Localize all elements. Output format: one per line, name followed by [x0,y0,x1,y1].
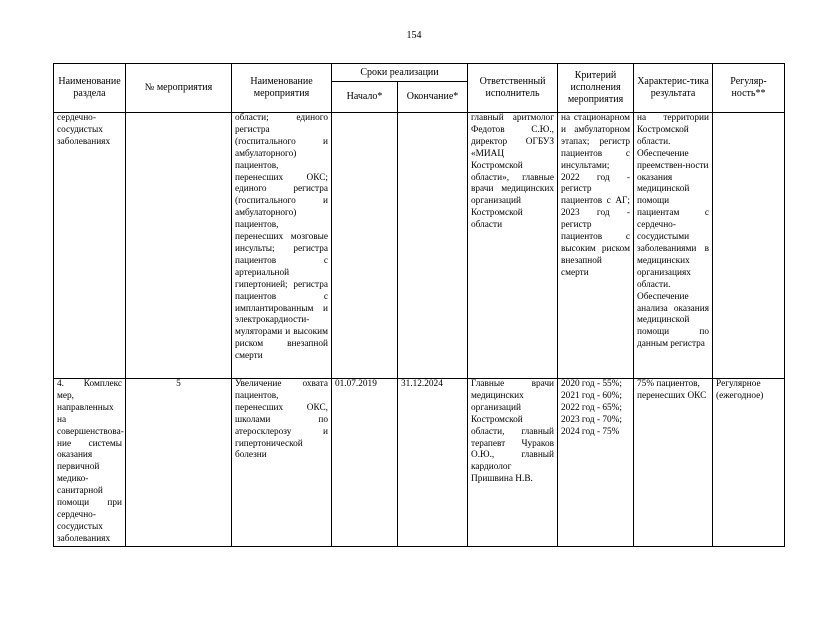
cell-name: области; единого регистра (госпитального и амбулаторного) пациентов, перенесших ОКС; единого регистра (госпитального и амбулаторного) пациентов, перенесших мозговые инсульты; регистра пациентов с артериальной гипертонией; регистра пациентов с имплантированным и электрокардиости-муляторами и высоким риском внезапной смерти [232,113,332,379]
criterion-line: 2020 год - 55%; [561,379,622,389]
criterion-line: 2024 год - 75% [561,426,620,437]
cell-regularity [713,113,785,379]
header-row-top [54,64,785,82]
cell-section: 4. Комплекс мер, направленных на совершенствова-ние системы оказания первичной медико-санитарной помощи при сердечно-сосудистых заболеваниях [54,379,126,547]
table-row [54,113,785,379]
activities-table [53,63,785,547]
cell-result: 75% пациентов, перенесших ОКС [634,379,713,547]
header-criterion: Критерий исполнения мероприятия [558,64,634,113]
criterion-line: 2023 год - 70%; [561,414,622,425]
cell-result: на территории Костромской области. Обеспечение преемствен-ности оказания медицинской помощи пациентам с сердечно-сосудистыми заболеваниями в медицинских организациях области. Обеспечение анализа оказания медицинской помощи по данным регистра [634,113,713,379]
header-name: Наименование мероприятия [232,64,332,113]
header-end: Окончание* [398,82,468,113]
header-terms: Сроки реализации [332,64,468,82]
criterion-line: 2022 год - 65%; [561,402,622,413]
cell-name: Увеличение охвата пациентов, перенесших ОКС, школами по атеросклерозу и гипертонической болезни [232,379,332,547]
header-result: Характерис-тика результата [634,64,713,113]
header-responsible: Ответственный исполнитель [468,64,558,113]
header-section: Наименование раздела [54,64,126,113]
header-number: № мероприятия [126,64,232,113]
cell-section: сердечно-сосудистых заболеваниях [54,113,126,379]
cell-number: 5 [126,379,232,547]
cell-start [332,113,398,379]
header-regularity: Регуляр-ность** [713,64,785,113]
cell-end: 31.12.2024 [398,379,468,547]
table-row [54,379,785,547]
cell-start: 01.07.2019 [332,379,398,547]
cell-criterion: на стационарном и амбулаторном этапах; регистр пациентов с инсультами; 2022 год - регистр пациентов с АГ; 2023 год - регистр пациентов с высоким риском внезапной смерти [558,113,634,379]
cell-responsible: Главные врачи медицинских организаций Костромской области, главный терапевт Чураков О.Ю., главный кардиолог Пришвина Н.В. [468,379,558,547]
header-start: Начало* [332,82,398,113]
criterion-line: 2021 год - 60%; [561,390,622,401]
cell-regularity: Регулярное (ежегодное) [713,379,785,547]
cell-criterion [558,379,634,547]
cell-responsible: главный аритмолог Федотов С.Ю., директор ОГБУЗ «МИАЦ Костромской области», главные врачи медицинских организаций Костромской области [468,113,558,379]
cell-end [398,113,468,379]
page-number: 154 [406,30,422,41]
cell-number [126,113,232,379]
